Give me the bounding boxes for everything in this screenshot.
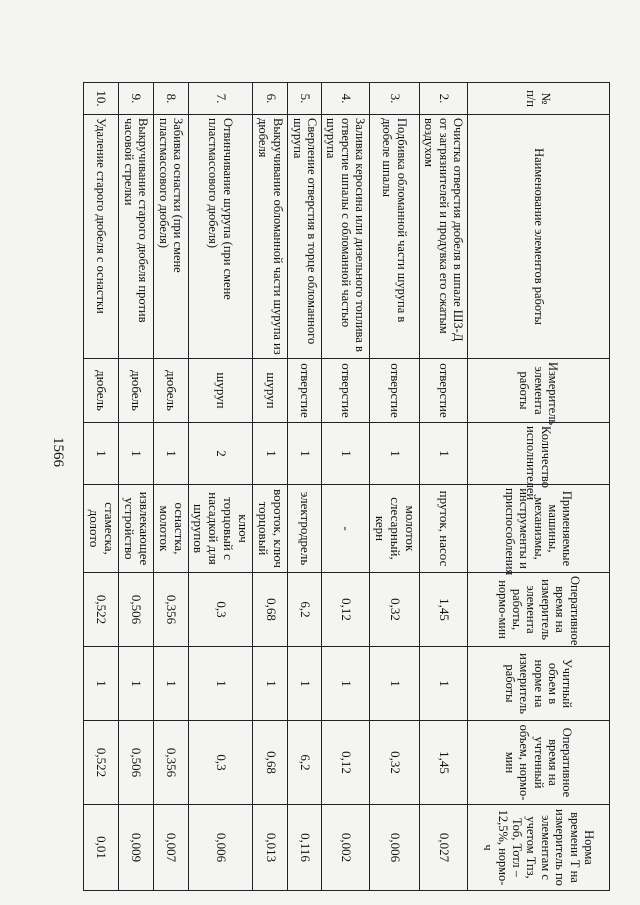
cell-name: Отвинчивание шурупа (при смене пластмассового дюбеля) <box>188 115 253 359</box>
cell-op-time-count: 0,506 <box>118 721 153 805</box>
table-row <box>83 83 118 891</box>
cell-count: 1 <box>83 647 118 721</box>
table-row <box>288 83 322 891</box>
cell-num: 8. <box>153 83 188 115</box>
cell-norm: 0,002 <box>321 805 369 891</box>
cell-name: Очистка отверстия дюбеля в шпале ШЗ-Д от загрязнителей и продувка его сжатым воздухом <box>419 115 467 359</box>
header-meter: Измеритель элемента работы <box>468 359 610 423</box>
cell-norm: 0,009 <box>118 805 153 891</box>
cell-op-time: 0,12 <box>321 573 369 647</box>
cell-op-time: 0,68 <box>253 573 288 647</box>
cell-op-time: 1,45 <box>419 573 467 647</box>
cell-count: 1 <box>118 647 153 721</box>
cell-meter: дюбель <box>83 359 118 423</box>
cell-tools: стамеска, долото <box>83 485 118 573</box>
table-header-row <box>468 83 610 891</box>
cell-name: Сверление отверстия в торце обломанного шурупа <box>288 115 322 359</box>
cell-tools: оснастка, молоток <box>153 485 188 573</box>
header-workers: Количество исполнителей <box>468 423 610 485</box>
cell-count: 1 <box>321 647 369 721</box>
cell-tools: молоток слесарный, керн <box>370 485 420 573</box>
page-number: 1566 <box>50 437 66 467</box>
cell-workers: 2 <box>188 423 253 485</box>
cell-workers: 1 <box>370 423 420 485</box>
cell-num: 3. <box>370 83 420 115</box>
header-norm <box>468 805 610 891</box>
table-row <box>188 83 253 891</box>
header-op-time: Оперативное время на измеритель элемента работы, нормо-мин <box>468 573 610 647</box>
cell-tools: ключ торцовый с насадкой для шурупов <box>188 485 253 573</box>
cell-name: Выкручивание обломанной части шурупа из дюбеля <box>253 115 288 359</box>
cell-num: 2. <box>419 83 467 115</box>
rotated-table-wrapper <box>85 82 610 890</box>
cell-op-time-count: 0,32 <box>370 721 420 805</box>
cell-op-time-count: 1,45 <box>419 721 467 805</box>
cell-count: 1 <box>153 647 188 721</box>
cell-meter: отверстие <box>370 359 420 423</box>
header-num: № п/п <box>468 83 610 115</box>
cell-meter: шуруп <box>188 359 253 423</box>
cell-norm: 0,006 <box>370 805 420 891</box>
cell-norm: 0,007 <box>153 805 188 891</box>
cell-count: 1 <box>288 647 322 721</box>
table-row <box>370 83 420 891</box>
cell-op-time: 0,32 <box>370 573 420 647</box>
header-name: Наименование элементов работы <box>468 115 610 359</box>
cell-meter: шуруп <box>253 359 288 423</box>
table-row <box>321 83 369 891</box>
cell-workers: 1 <box>419 423 467 485</box>
cell-num: 5. <box>288 83 322 115</box>
cell-workers: 1 <box>83 423 118 485</box>
cell-num: 10. <box>83 83 118 115</box>
cell-name: Заливка керосина или дизельного топлива в отверстие шпалы с обломанной частью шурупа <box>321 115 369 359</box>
cell-tools: пруток, насос <box>419 485 467 573</box>
cell-op-time-count: 6,2 <box>288 721 322 805</box>
cell-norm: 0,006 <box>188 805 253 891</box>
header-norm-line1: Норма времени Т на измеритель <box>553 809 596 883</box>
cell-workers: 1 <box>253 423 288 485</box>
cell-name: Забивка оснастки (при смене пластмассового дюбеля) <box>153 115 188 359</box>
norms-table <box>83 82 610 891</box>
cell-op-time-count: 0,356 <box>153 721 188 805</box>
cell-tools: извлекающее устройство <box>118 485 153 573</box>
cell-name: Выкручивание старого дюбеля против часовой стрелки <box>118 115 153 359</box>
cell-count: 1 <box>370 647 420 721</box>
header-norm-line2: по элементам с учетом Тпз, Тоб, <box>510 815 568 886</box>
cell-name: Удаление старого дюбеля с оснастки <box>83 115 118 359</box>
cell-name: Подбивка обломанной части шурупа в дюбеле шпалы <box>370 115 420 359</box>
cell-workers: 1 <box>288 423 322 485</box>
header-count: Учитный объем в норме на измеритель работы <box>468 647 610 721</box>
cell-num: 9. <box>118 83 153 115</box>
cell-op-time-count: 0,522 <box>83 721 118 805</box>
cell-count: 1 <box>188 647 253 721</box>
cell-norm: 0,116 <box>288 805 322 891</box>
cell-op-time-count: 0,12 <box>321 721 369 805</box>
table-row <box>419 83 467 891</box>
cell-num: 6. <box>253 83 288 115</box>
cell-meter: отверстие <box>288 359 322 423</box>
cell-tools: - <box>321 485 369 573</box>
cell-op-time: 0,506 <box>118 573 153 647</box>
cell-num: 4. <box>321 83 369 115</box>
cell-meter: отверстие <box>419 359 467 423</box>
cell-norm: 0,013 <box>253 805 288 891</box>
header-tools: Применяемые машины, механизмы, инструменты и приспособления <box>468 485 610 573</box>
cell-meter: отверстие <box>321 359 369 423</box>
cell-tools: вороток, ключ торцовый <box>253 485 288 573</box>
cell-num: 7. <box>188 83 253 115</box>
cell-op-time: 0,3 <box>188 573 253 647</box>
cell-norm: 0,027 <box>419 805 467 891</box>
cell-workers: 1 <box>118 423 153 485</box>
cell-workers: 1 <box>321 423 369 485</box>
cell-op-time-count: 0,68 <box>253 721 288 805</box>
cell-op-time: 0,522 <box>83 573 118 647</box>
header-norm-line3: Тотл – 12,5%, нормо-ч <box>481 809 525 886</box>
cell-meter: дюбель <box>153 359 188 423</box>
header-op-time-count: Оперативное время на учтенный объем, нормо-мин <box>468 721 610 805</box>
cell-workers: 1 <box>153 423 188 485</box>
cell-op-time: 0,356 <box>153 573 188 647</box>
cell-count: 1 <box>253 647 288 721</box>
cell-op-time: 6,2 <box>288 573 322 647</box>
cell-tools: электродрель <box>288 485 322 573</box>
cell-norm: 0,01 <box>83 805 118 891</box>
table-row <box>118 83 153 891</box>
cell-op-time-count: 0,3 <box>188 721 253 805</box>
cell-count: 1 <box>419 647 467 721</box>
table-row <box>153 83 188 891</box>
table-row <box>253 83 288 891</box>
cell-meter: дюбель <box>118 359 153 423</box>
